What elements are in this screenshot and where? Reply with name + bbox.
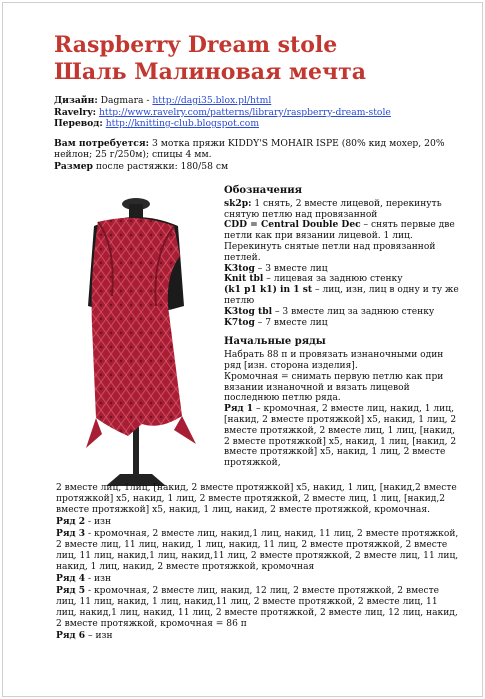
translation-line — [54, 118, 454, 130]
credits-block — [54, 95, 454, 173]
legend-item: (k1 p1 k1) in 1 st – лиц, изн, лиц в одну и ту же петлю — [224, 284, 459, 306]
row-5: Ряд 5 - кромочная, 2 вместе лиц, накид, 12 лиц, 2 вместе протяжкой, 2 вместе лиц, 11 лиц, накид, 1 лиц, накид,11 лиц, 2 вместе протяжкой, 2 вместе лиц, 11 лиц, накид,1 лиц, накид, 11 лиц, 2 вместе протяжкой, 2 вместе лиц, 12 лиц, накид, 2 вместе протяжкой, кромочная = 86 п — [56, 585, 458, 629]
edge-stitch-text: Кромочная = снимать первую петлю как при вязании изнаночной и вязать лицевой последнюю петлю ряда. — [224, 371, 444, 404]
materials-label: Вам потребуется: — [54, 137, 150, 149]
mannequin-with-stole-image — [56, 186, 216, 491]
size-value: после растяжки: 180/58 см — [95, 160, 229, 172]
title-russian: Шаль Малиновая мечта — [54, 59, 367, 85]
page-title — [54, 32, 366, 86]
legend-item: K3tog tbl – 3 вместе лиц за заднюю стенку — [224, 305, 435, 317]
rows-continued — [56, 483, 461, 642]
design-label: Дизайн: — [54, 95, 98, 106]
stole-photo — [56, 186, 216, 491]
title-english: Raspberry Dream stole — [54, 32, 338, 58]
row-3: Ряд 3 - кромочная, 2 вместе лиц, накид,1 лиц, накид, 11 лиц, 2 вместе протяжкой, 2 вместе лиц, 11 лиц, накид, 1 лиц, накид, 11 лиц, 2 вместе протяжкой, 2 вместе лиц, 11 лиц, накид,1 лиц, накид,11 лиц, 2 вместе протяжкой, 2 вместе лиц, 11 лиц, накид, 1 лиц, накид, 2 вместе протяжкой, кромочная — [56, 528, 459, 572]
legend-item: sk2p: 1 снять, 2 вместе лицевой, перекинуть снятую петлю над провязанной — [224, 197, 442, 220]
materials-value: 3 мотка пряжи KIDDY'S MOHAIR ISPE (80% кид мохер, 20% нейлон; 25 г/250м); спицы 4 мм. — [54, 137, 445, 161]
size-label: Размер — [54, 160, 93, 172]
row-1-start: Ряд 1 – кромочная, 2 вместе лиц, накид, 1 лиц, [накид, 2 вместе протяжкой] x5, накид, 1 лиц, 2 вместе протяжкой, 2 вместе лиц, 1 лиц, [накид, 2 вместе протяжкой] x5, накид, 1 лиц, [накид, 2 вместе протяжкой] x5, накид, 1 лиц, 2 вместе протяжкой, — [224, 403, 457, 469]
materials-line — [54, 138, 454, 161]
cast-on-text: Набрать 88 п и провязать изнаночными один ряд [изн. сторона изделия]. — [224, 350, 444, 371]
design-value: Dagmara - — [100, 95, 153, 106]
row-6: Ряд 6 – изн — [56, 630, 113, 641]
start-rows-heading: Начальные ряды — [224, 336, 326, 348]
legend-and-start — [224, 186, 462, 469]
design-line — [54, 95, 454, 107]
legend-item: CDD = Central Double Dec – снять первые две петли как при вязании лицевой. 1 лиц. Перекинуть снятые петли над провязанной петлей. — [224, 219, 455, 263]
ravelry-label: Ravelry: — [54, 106, 97, 118]
ravelry-line — [54, 107, 454, 119]
row-4: Ряд 4 - изн — [56, 573, 112, 584]
legend-item: Knit tbl – лицевая за заднюю стенку — [224, 273, 403, 285]
row-2: Ряд 2 - изн — [56, 516, 112, 527]
ravelry-link[interactable]: http://www.ravelry.com/patterns/library/raspberry-dream-stole — [98, 106, 391, 118]
translation-link[interactable]: http://knitting-club.blogspot.com — [105, 118, 260, 130]
size-line — [54, 161, 454, 173]
legend-heading: Обозначения — [224, 185, 303, 196]
legend-item: K3tog – 3 вместе лиц — [224, 262, 328, 274]
translation-label: Перевод: — [54, 118, 103, 130]
legend-item: K7tog – 7 вместе лиц — [224, 316, 328, 328]
row-1-continued: 2 вместе лиц, 1лиц, [накид, 2 вместе протяжкой] x5, накид, 1 лиц, [накид,2 вместе протяжкой] x5, накид, 1 лиц, 2 вместе протяжкой, 2 вместе лиц, 1 лиц, [накид,2 вместе протяжкой] x5, накид, 1 лиц, накид, 2 вместе протяжкой, кромочная. — [56, 483, 457, 515]
design-link[interactable]: http://dagi35.blox.pl/html — [152, 95, 272, 106]
